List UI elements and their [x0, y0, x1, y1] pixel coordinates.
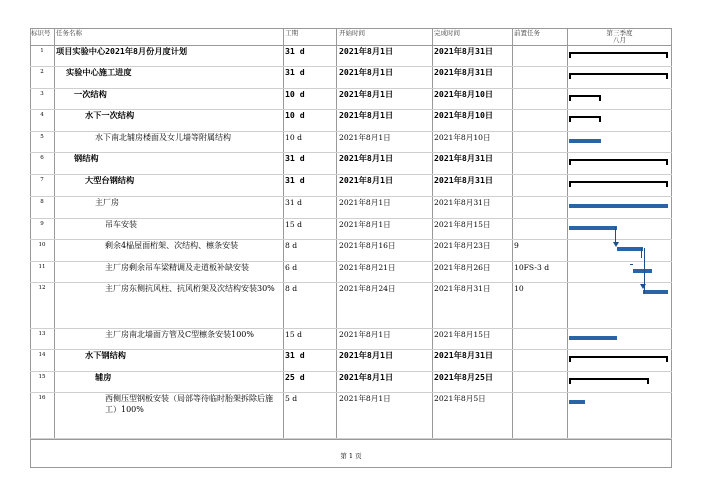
- task-start: 2021年8月1日: [339, 133, 391, 142]
- task-id: 6: [40, 155, 44, 161]
- task-start: 2021年8月1日: [339, 330, 391, 339]
- task-id: 11: [38, 264, 46, 270]
- task-id: 4: [40, 112, 44, 118]
- task-id: 2: [40, 69, 44, 75]
- task-bar: [643, 290, 669, 294]
- col-divider: [512, 28, 513, 439]
- task-duration: 31 d: [285, 350, 305, 360]
- task-id: 16: [38, 395, 46, 401]
- task-start: 2021年8月1日: [339, 350, 394, 360]
- task-name: 钢结构: [74, 153, 99, 163]
- summary-bar-end: [599, 116, 601, 122]
- task-finish: 2021年8月10日: [434, 110, 494, 120]
- task-start: 2021年8月1日: [339, 46, 394, 56]
- task-id: 12: [38, 285, 46, 291]
- task-duration: 8 d: [285, 284, 298, 293]
- header-predecessors: 前置任务: [514, 29, 540, 37]
- summary-bar-start: [569, 116, 571, 122]
- task-id: 8: [40, 199, 44, 205]
- task-start: 2021年8月1日: [339, 220, 391, 229]
- task-finish: 2021年8月23日: [434, 241, 491, 250]
- summary-bar-end: [599, 95, 601, 101]
- task-duration: 10 d: [285, 89, 305, 99]
- summary-bar-end: [666, 52, 668, 58]
- task-predecessors: 9: [514, 241, 519, 250]
- summary-bar: [569, 181, 668, 183]
- page-number: 第 1 页: [340, 452, 362, 460]
- summary-bar-start: [569, 378, 571, 384]
- task-start: 2021年8月1日: [339, 198, 391, 207]
- summary-bar-start: [569, 73, 571, 79]
- task-name: 水下钢结构: [85, 350, 126, 360]
- header-month: 八月: [613, 36, 626, 44]
- summary-bar: [569, 95, 601, 97]
- task-start: 2021年8月16日: [339, 241, 396, 250]
- dependency-arrow: [640, 284, 646, 289]
- summary-bar-start: [569, 181, 571, 187]
- col-divider: [567, 28, 568, 439]
- task-start: 2021年8月1日: [339, 153, 394, 163]
- task-duration: 31 d: [285, 153, 305, 163]
- summary-bar-end: [666, 181, 668, 187]
- task-finish: 2021年8月31日: [434, 46, 494, 56]
- header-duration: 工期: [285, 29, 298, 37]
- summary-bar-end: [666, 159, 668, 165]
- task-bar: [633, 269, 652, 273]
- task-finish: 2021年8月26日: [434, 263, 491, 272]
- task-start: 2021年8月1日: [339, 67, 394, 77]
- header-start: 开始时间: [339, 29, 365, 37]
- task-id: 9: [40, 221, 44, 227]
- task-id: 14: [38, 352, 46, 358]
- task-name: 主厂房剩余吊车梁精调及走道板补缺安装: [105, 263, 249, 272]
- task-bar: [569, 204, 668, 208]
- task-finish: 2021年8月10日: [434, 133, 491, 142]
- task-predecessors: 10: [514, 284, 524, 293]
- dependency-line: [641, 248, 642, 258]
- task-id: 10: [38, 242, 46, 248]
- task-duration: 31 d: [285, 175, 305, 185]
- task-name: 吊车安装: [105, 220, 137, 229]
- task-finish: 2021年8月31日: [434, 175, 494, 185]
- summary-bar-end: [647, 378, 649, 384]
- task-duration: 6 d: [285, 263, 298, 272]
- summary-bar: [569, 73, 668, 75]
- task-start: 2021年8月1日: [339, 110, 394, 120]
- task-duration: 10 d: [285, 133, 302, 142]
- task-name: 剩余4榀屋面桁架、次结构、檩条安装: [105, 241, 239, 250]
- task-bar: [569, 400, 585, 404]
- task-finish: 2021年8月15日: [434, 220, 491, 229]
- col-divider: [54, 28, 55, 439]
- task-duration: 8 d: [285, 241, 298, 250]
- task-finish: 2021年8月10日: [434, 89, 494, 99]
- task-bar: [569, 139, 601, 143]
- task-start: 2021年8月1日: [339, 89, 394, 99]
- task-start: 2021年8月24日: [339, 284, 396, 293]
- task-bar: [569, 226, 617, 230]
- summary-bar: [569, 378, 649, 380]
- summary-bar-start: [569, 356, 571, 362]
- header-id: 标识号: [31, 29, 51, 37]
- task-id: 3: [40, 91, 44, 97]
- summary-bar: [569, 52, 668, 54]
- task-finish: 2021年8月15日: [434, 330, 491, 339]
- task-finish: 2021年8月31日: [434, 67, 494, 77]
- task-name: 西侧压型钢板安装（局部等待临时胎架拆除后施工）100%: [105, 394, 273, 414]
- task-start: 2021年8月1日: [339, 175, 394, 185]
- task-start: 2021年8月21日: [339, 263, 396, 272]
- task-name: 水下南北辅房楼面及女儿墙等附属结构: [95, 133, 231, 142]
- border-right: [671, 28, 672, 468]
- header-name: 任务名称: [56, 29, 82, 37]
- row-divider: [30, 438, 672, 439]
- task-predecessors: 10FS-3 d: [514, 263, 550, 272]
- summary-bar-end: [666, 356, 668, 362]
- summary-bar-start: [569, 52, 571, 58]
- task-start: 2021年8月1日: [339, 372, 394, 382]
- task-id: 7: [40, 177, 44, 183]
- dependency-line: [630, 264, 633, 265]
- task-duration: 15 d: [285, 330, 302, 339]
- task-finish: 2021年8月31日: [434, 198, 491, 207]
- task-duration: 31 d: [285, 67, 305, 77]
- gantt-sheet: [30, 28, 672, 468]
- task-duration: 10 d: [285, 110, 305, 120]
- task-name: 项目实验中心2021年8月份月度计划: [56, 46, 188, 56]
- task-bar: [569, 336, 617, 340]
- task-finish: 2021年8月31日: [434, 350, 494, 360]
- header-finish: 完成时间: [434, 29, 460, 37]
- summary-bar: [569, 356, 668, 358]
- task-finish: 2021年8月31日: [434, 153, 494, 163]
- task-duration: 15 d: [285, 220, 302, 229]
- task-bar: [617, 247, 643, 251]
- task-id: 5: [40, 134, 44, 140]
- task-duration: 5 d: [285, 394, 298, 403]
- summary-bar-start: [569, 95, 571, 101]
- summary-bar: [569, 159, 668, 161]
- col-divider: [432, 28, 433, 439]
- task-id: 15: [38, 374, 46, 380]
- task-finish: 2021年8月31日: [434, 284, 491, 293]
- task-name: 大型台钢结构: [85, 175, 135, 185]
- task-name: 主厂房东侧抗风柱、抗风桁架及次结构安装30%: [105, 284, 275, 293]
- summary-bar-start: [569, 159, 571, 165]
- task-name: 主厂房南北墙面方管及C型檩条安装100%: [105, 330, 254, 339]
- summary-bar-end: [666, 73, 668, 79]
- task-name: 实验中心施工进度: [66, 67, 132, 77]
- task-duration: 31 d: [285, 198, 302, 207]
- col-divider: [283, 28, 284, 439]
- task-duration: 25 d: [285, 372, 305, 382]
- border-bottom: [30, 467, 672, 468]
- task-start: 2021年8月1日: [339, 394, 391, 403]
- footer-divider: [30, 439, 672, 440]
- task-name: 辅房: [95, 372, 112, 382]
- task-name: 主厂房: [95, 198, 119, 207]
- task-finish: 2021年8月5日: [434, 394, 486, 403]
- task-duration: 31 d: [285, 46, 305, 56]
- task-name: 一次结构: [74, 89, 107, 99]
- header-quarter: 第三季度: [606, 29, 633, 37]
- task-id: 13: [38, 331, 46, 337]
- col-divider: [336, 28, 337, 439]
- task-finish: 2021年8月25日: [434, 372, 494, 382]
- task-id: 1: [40, 48, 44, 54]
- dependency-arrow: [613, 242, 619, 247]
- task-name: 水下一次结构: [85, 110, 135, 120]
- summary-bar: [569, 116, 601, 118]
